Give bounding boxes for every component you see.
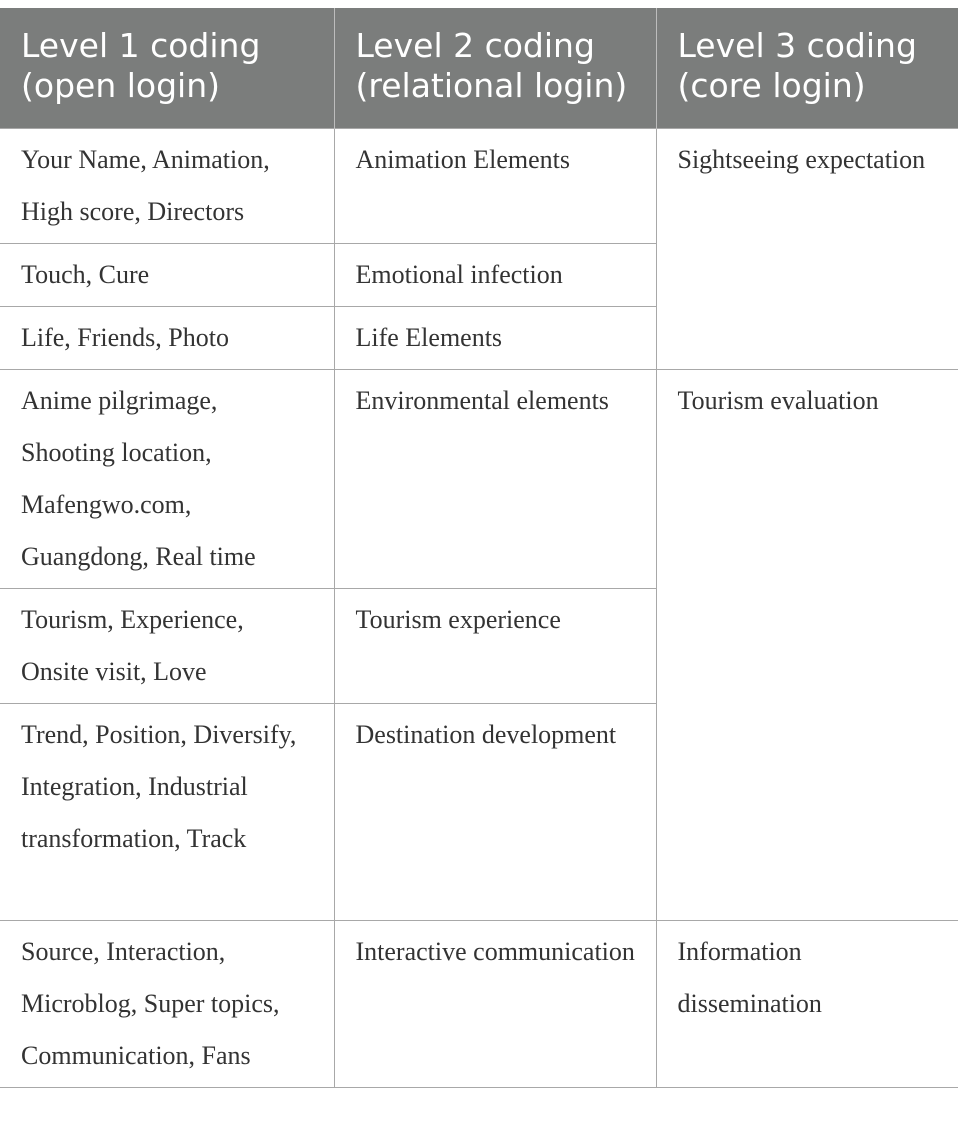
header-level-3: Level 3 coding (core login)	[656, 8, 958, 128]
level2-cell: Life Elements	[334, 306, 656, 369]
table-row	[0, 128, 958, 243]
level1-cell: Anime pilgrimage, Shooting location, Mafengwo.com, Guangdong, Real time	[0, 369, 334, 588]
level1-cell: Tourism, Experience, Onsite visit, Love	[0, 588, 334, 703]
level1-cell: Touch, Cure	[0, 243, 334, 306]
level3-cell: Tourism evaluation	[656, 369, 958, 920]
level3-cell: Sightseeing expectation	[656, 128, 958, 369]
table-row	[0, 920, 958, 1087]
header-row	[0, 8, 958, 128]
level1-cell: Trend, Position, Diversify, Integration, Industrial transformation, Track	[0, 703, 334, 920]
table-body	[0, 128, 958, 1087]
level2-cell: Environmental elements	[334, 369, 656, 588]
level1-cell: Source, Interaction, Microblog, Super topics, Communication, Fans	[0, 920, 334, 1087]
coding-table	[0, 8, 958, 1088]
level1-cell: Life, Friends, Photo	[0, 306, 334, 369]
table-header	[0, 8, 958, 128]
level3-cell: Information dissemination	[656, 920, 958, 1087]
level2-cell: Emotional infection	[334, 243, 656, 306]
header-level-1: Level 1 coding (open login)	[0, 8, 334, 128]
level2-cell: Animation Elements	[334, 128, 656, 243]
level1-cell: Your Name, Animation, High score, Directors	[0, 128, 334, 243]
header-level-2: Level 2 coding (relational login)	[334, 8, 656, 128]
level2-cell: Destination development	[334, 703, 656, 920]
table-row	[0, 369, 958, 588]
level2-cell: Tourism experience	[334, 588, 656, 703]
level2-cell: Interactive communication	[334, 920, 656, 1087]
